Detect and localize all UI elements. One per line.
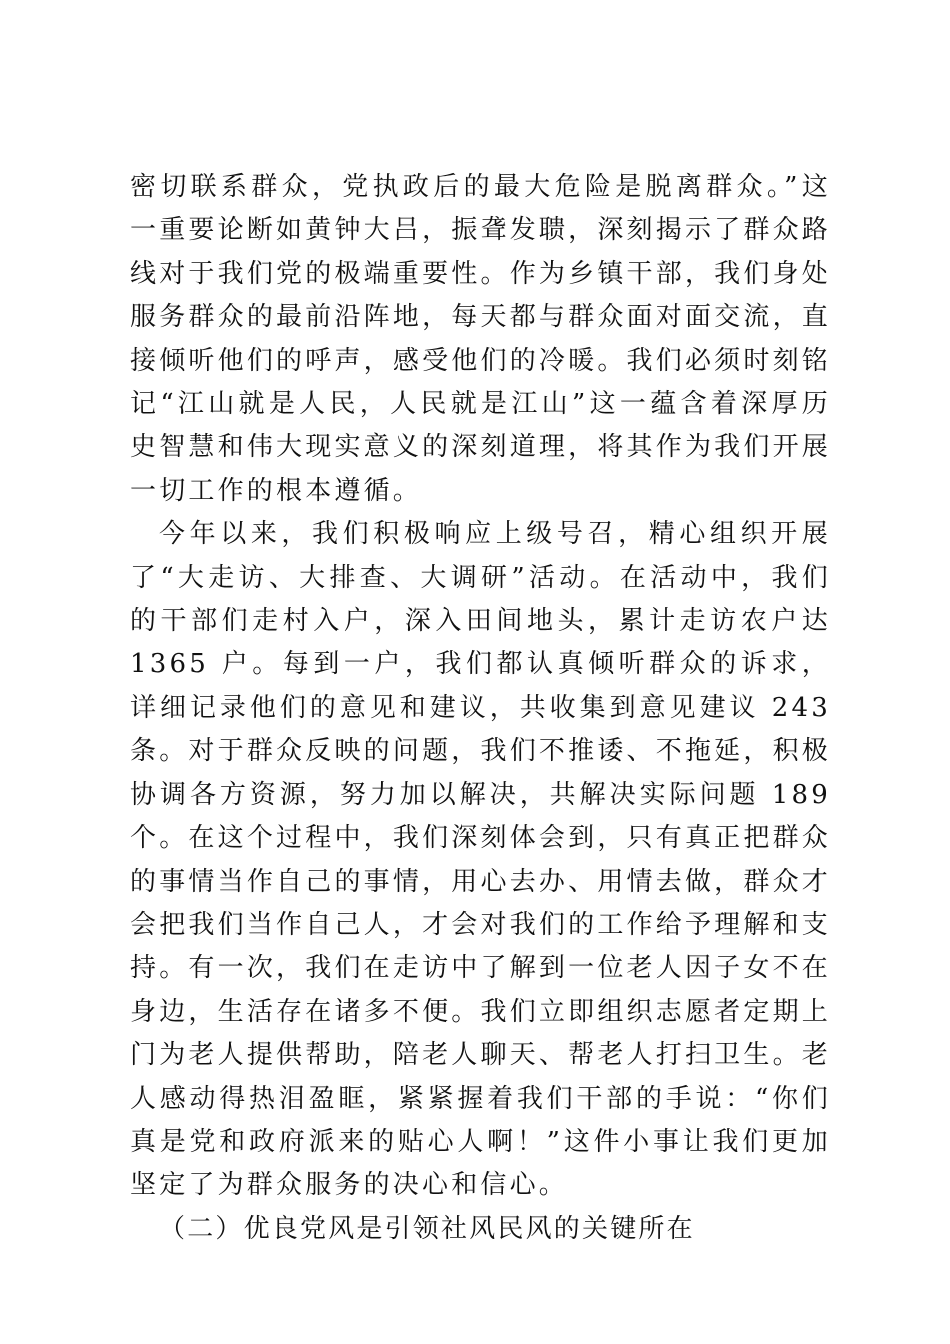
document-page <box>130 166 831 1251</box>
section-heading: （二）优良党风是引领社风民风的关键所在 <box>159 1213 695 1244</box>
paragraph-mass-line-importance: 密切联系群众，党执政后的最大危险是脱离群众。”这一重要论断如黄钟大吕，振聋发聩，深刻揭示了群众路线对于我们党的极端重要性。作为乡镇干部，我们身处服务群众的最前沿阵地，每天都与群众面对面交流，直接倾听他们的呼声，感受他们的冷暖。我们必须时刻铭记“江山就是人民，人民就是江山”这一蕴含着深厚历史智慧和伟大现实意义的深刻道理，将其作为我们开展一切工作的根本遵循。 <box>130 172 831 506</box>
paragraph-visit-campaign: 今年以来，我们积极响应上级号召，精心组织开展了“大走访、大排查、大调研”活动。在活动中，我们的干部们走村入户，深入田间地头，累计走访农户达 1365 户。每到一户，我们都认真倾听群众的诉求，详细记录他们的意见和建议，共收集到意见建议 243 条。对于群众反映的问题，我们不推诿、不拖延，积极协调各方资源，努力加以解决，共解决实际问题 189 个。在这个过程中，我们深刻体会到，只有真正把群众的事情当作自己的事情，用心去办、用情去做，群众才会把我们当作自己人，才会对我们的工作给予理解和支持。有一次，我们在走访中了解到一位老人因子女不在身边，生活存在诸多不便。我们立即组织志愿者定期上门为老人提供帮助，陪老人聊天、帮老人打扫卫生。老人感动得热泪盈眶，紧紧握着我们干部的手说：“你们真是党和政府派来的贴心人啊！”这件小事让我们更加坚定了为群众服务的决心和信心。 <box>130 519 831 1201</box>
